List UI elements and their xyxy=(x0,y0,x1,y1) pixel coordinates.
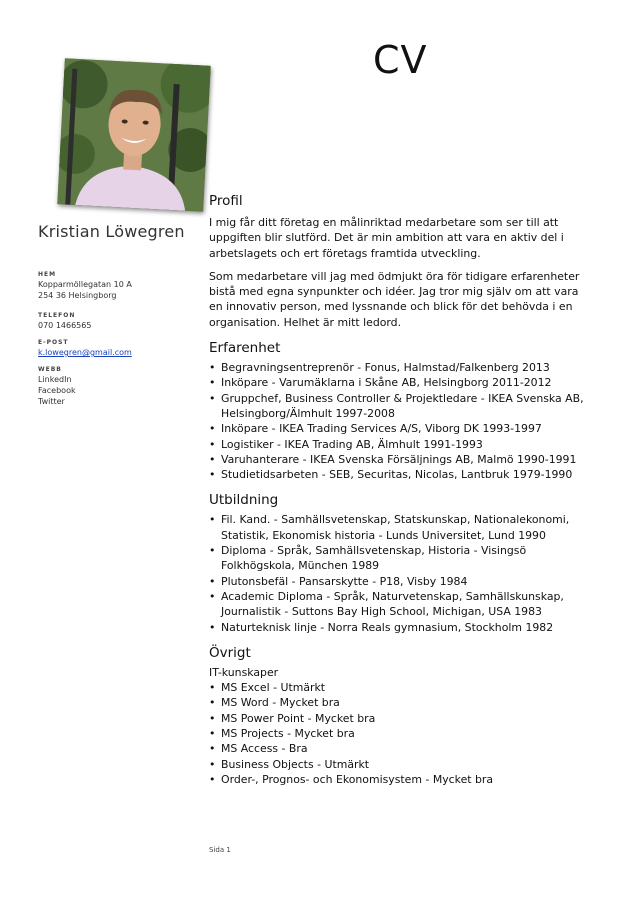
other-heading: Övrigt xyxy=(209,644,251,661)
it-skills-subheading: IT-kunskaper xyxy=(209,665,279,679)
web-link-facebook[interactable]: Facebook xyxy=(38,386,76,395)
experience-item: • Begravningsentreprenör - Fonus, Halmstad/Falkenberg 2013 xyxy=(209,360,589,375)
education-section xyxy=(209,492,589,634)
phone-number: 070 1466565 xyxy=(38,321,92,330)
skill-item: • MS Access - Bra xyxy=(209,741,589,756)
skill-item: • Order-, Prognos- och Ekonomisystem - Mycket bra xyxy=(209,772,589,787)
contact-phone xyxy=(38,312,198,331)
experience-item: • Gruppchef, Business Controller & Projektledare - IKEA Svenska AB, Helsingborg/Älmhult 1997-2008 xyxy=(209,391,589,422)
contact-home xyxy=(38,271,198,301)
email-label: E-POST xyxy=(38,339,69,346)
profile-section xyxy=(209,193,589,330)
email-link[interactable]: k.lowegren@gmail.com xyxy=(38,348,132,357)
education-item: • Diploma - Språk, Samhällsvetenskap, Historia - Visingsö Folkhögskola, München 1989 xyxy=(209,543,589,574)
profile-heading: Profil xyxy=(209,193,243,209)
skill-item: • MS Power Point - Mycket bra xyxy=(209,711,589,726)
experience-item: • Varuhanterare - IKEA Svenska Försäljnings AB, Malmö 1990-1991 xyxy=(209,452,589,467)
experience-section xyxy=(209,340,589,482)
home-label: HEM xyxy=(38,271,57,278)
skill-item: • Business Objects - Utmärkt xyxy=(209,757,589,772)
profile-paragraph: I mig får ditt företag en målinriktad medarbetare som ser till att uppgiften blir slutförd. Det är min ambition att vara en aktiv del i arbetslagets och ert företags framtida utveckling. xyxy=(209,216,564,260)
education-item: • Fil. Kand. - Samhällsvetenskap, Statskunskap, Nationalekonomi, Statistik, Ekonomisk historia - Lunds Universitet, Lund 1990 xyxy=(209,512,589,543)
web-label: WEBB xyxy=(38,366,62,373)
phone-label: TELEFON xyxy=(38,312,76,319)
web-link-twitter[interactable]: Twitter xyxy=(38,397,65,406)
skill-item: • MS Word - Mycket bra xyxy=(209,695,589,710)
education-item: • Academic Diploma - Språk, Naturvetenskap, Samhällskunskap, Journalistik - Suttons Bay High School, Michigan, USA 1983 xyxy=(209,589,589,620)
education-item: • Naturteknisk linje - Norra Reals gymnasium, Stockholm 1982 xyxy=(209,620,589,635)
experience-item: • Inköpare - Varumäklarna i Skåne AB, Helsingborg 2011-2012 xyxy=(209,375,589,390)
home-address-line: Kopparmöllegatan 10 A xyxy=(38,280,132,289)
candidate-name: Kristian Löwegren xyxy=(38,222,185,241)
contact-web xyxy=(38,366,198,407)
page-title: CV xyxy=(373,38,428,82)
education-item: • Plutonsbefäl - Pansarskytte - P18, Visby 1984 xyxy=(209,574,589,589)
web-link-linkedin[interactable]: LinkedIn xyxy=(38,375,72,384)
experience-heading: Erfarenhet xyxy=(209,340,281,357)
experience-item: • Inköpare - IKEA Trading Services A/S, Viborg DK 1993-1997 xyxy=(209,421,589,436)
profile-paragraph: Som medarbetare vill jag med ödmjukt öra för tidigare erfarenheter bistå med egna synpunkter och idéer. Jag tror mig själv om att vara en innovativ person, med lyssnande och blick för det behövda i en organisation. Helhet är mitt ledord. xyxy=(209,269,580,329)
experience-item: • Logistiker - IKEA Trading AB, Älmhult 1991-1993 xyxy=(209,437,589,452)
skill-item: • MS Projects - Mycket bra xyxy=(209,726,589,741)
skill-item: • MS Excel - Utmärkt xyxy=(209,680,589,695)
education-heading: Utbildning xyxy=(209,492,279,509)
page-number: Sida 1 xyxy=(209,846,231,854)
contact-email xyxy=(38,339,198,358)
experience-item: • Studietidsarbeten - SEB, Securitas, Nicolas, Lantbruk 1979-1990 xyxy=(209,467,589,482)
main-content xyxy=(209,193,589,787)
other-section xyxy=(209,645,589,787)
profile-photo xyxy=(57,58,210,211)
home-address-line: 254 36 Helsingborg xyxy=(38,291,117,300)
